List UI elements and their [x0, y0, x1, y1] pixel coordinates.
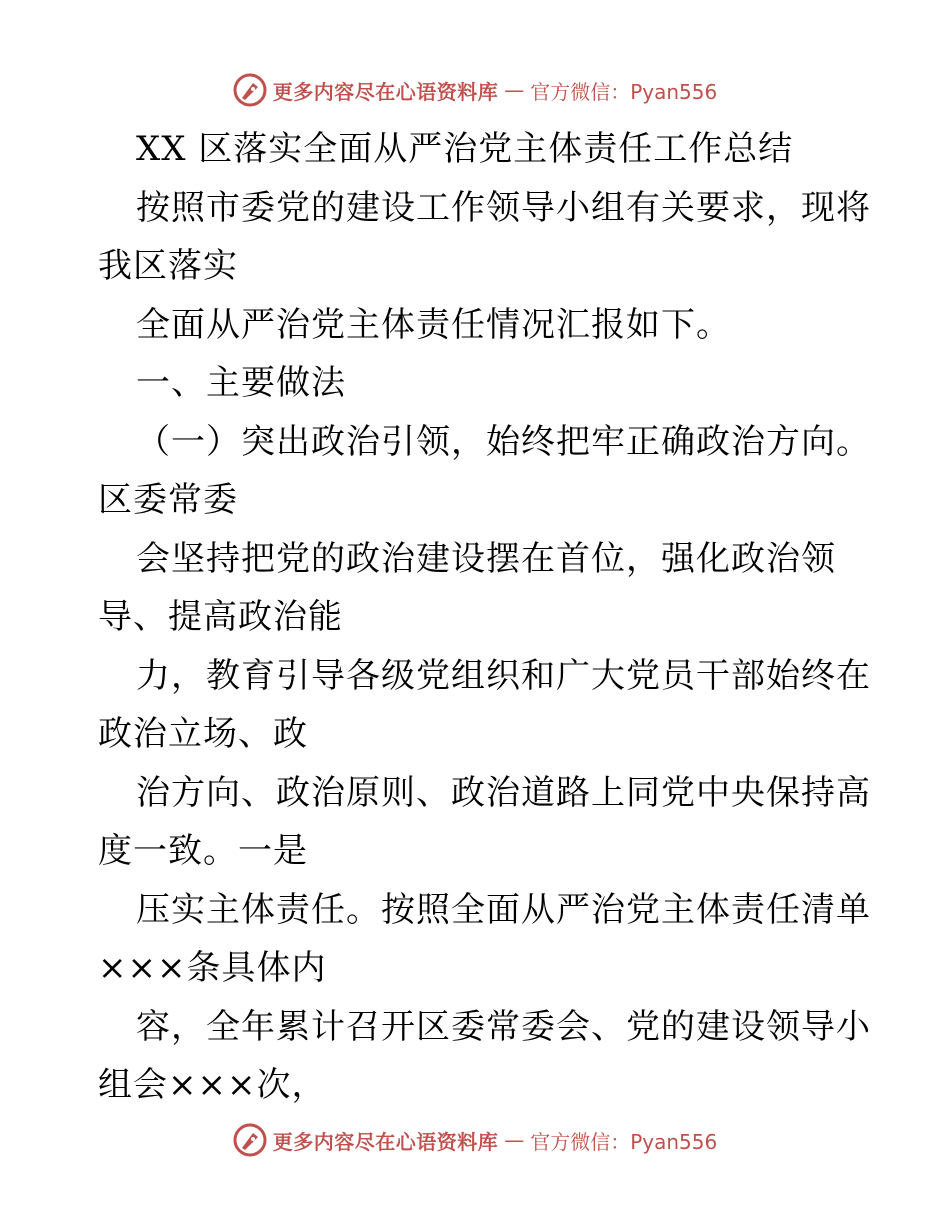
paragraph-line: 治方向、政治原则、政治道路上同党中央保持高	[136, 772, 871, 813]
paragraph-line: ×××条具体内	[98, 948, 327, 988]
document-title: XX 区落实全面从严治党主体责任工作总结	[136, 129, 794, 169]
paragraph-line: 导、提高政治能	[98, 597, 343, 637]
watermark-site-text: 更多内容尽在心语资料库	[272, 79, 499, 104]
paragraph-line: 容，全年累计召开区委常委会、党的建设领导小	[136, 1006, 871, 1047]
paragraph-line: （一）突出政治引领，始终把牢正确政治方向。	[136, 421, 871, 462]
watermark-separator: —	[504, 78, 525, 102]
pen-nib-logo-icon	[233, 1123, 267, 1157]
paragraph-line: 区委常委	[98, 480, 238, 520]
paragraph-line: 按照市委党的建设工作领导小组有关要求，现将	[136, 187, 871, 228]
paragraph-line: 会坚持把党的政治建设摆在首位，强化政治领	[136, 538, 836, 579]
paragraph-line: 力，教育引导各级党组织和广大党员干部始终在	[136, 655, 871, 696]
watermark-site-text: 更多内容尽在心语资料库	[272, 1129, 499, 1154]
watermark-wechat-text: 官方微信：Pyan556	[530, 1129, 718, 1154]
paragraph-line: 一、主要做法	[136, 363, 346, 403]
watermark-separator: —	[504, 1128, 525, 1152]
header-watermark	[0, 70, 950, 110]
footer-watermark	[0, 1120, 950, 1160]
paragraph-line: 组会×××次，	[98, 1065, 327, 1105]
pen-nib-logo-icon	[233, 73, 267, 107]
watermark-wechat-text: 官方微信：Pyan556	[530, 79, 718, 104]
paragraph-line: 全面从严治党主体责任情况汇报如下。	[136, 304, 731, 345]
paragraph-line: 政治立场、政	[98, 714, 308, 754]
paragraph-line: 我区落实	[98, 246, 238, 286]
document-body	[98, 120, 871, 1115]
paragraph-line: 度一致。一是	[98, 831, 308, 871]
paragraph-line: 压实主体责任。按照全面从严治党主体责任清单	[136, 889, 871, 930]
